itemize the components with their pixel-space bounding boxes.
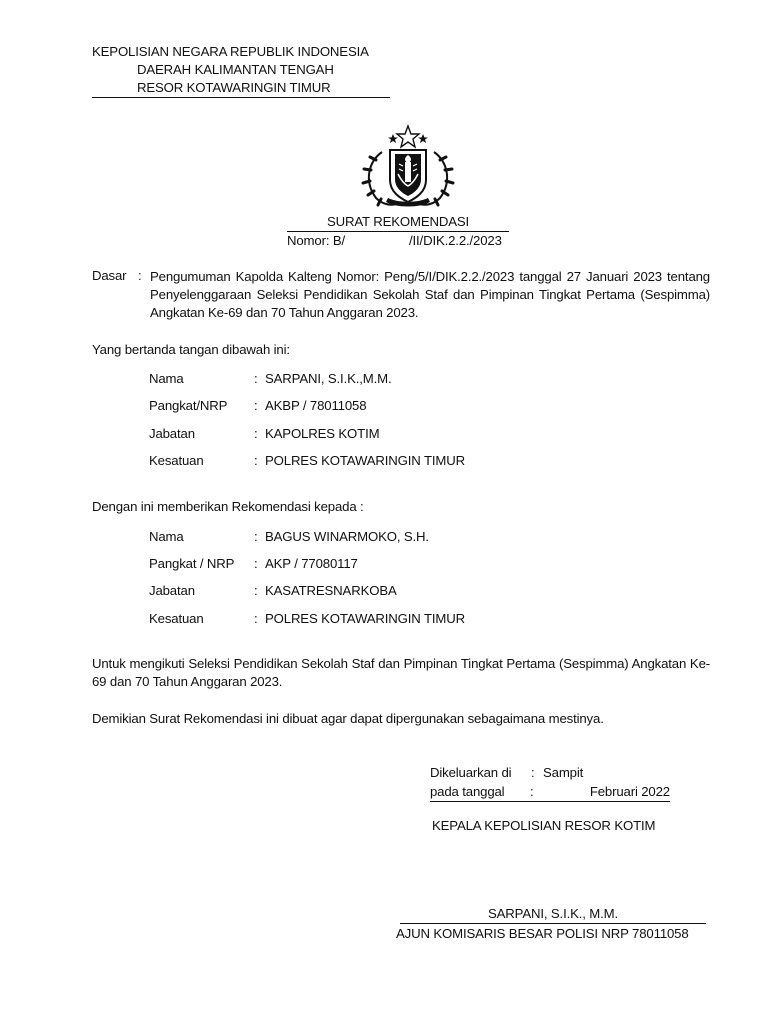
field-value: POLRES KOTAWARINGIN TIMUR [265, 611, 465, 626]
issued-date-value: Februari 2022 [589, 784, 670, 799]
dasar-colon: : [138, 268, 142, 283]
letterhead-line-2: DAERAH KALIMANTAN TENGAH [137, 62, 334, 77]
recipient-intro: Dengan ini memberikan Rekomendasi kepada : [92, 499, 364, 514]
issued-place [430, 764, 670, 782]
letter-number-prefix: Nomor: B/ [287, 233, 346, 248]
issued-place-value: Sampit [543, 765, 584, 780]
field-label: Kesatuan [149, 453, 204, 468]
dasar-text: Pengumuman Kapolda Kalteng Nomor: Peng/5/I/DIK.2.2./2023 tanggal 27 Januari 2023 tentang Penyelenggaraan Seleksi Pendidikan Sekolah Staf dan Pimpinan Tingkat Pertama (Sespimma) Angkatan Ke-69 dan 70 Tahun Anggaran 2023. [150, 269, 710, 320]
field-value: BAGUS WINARMOKO, S.H. [265, 529, 429, 544]
field-colon: : [254, 371, 258, 386]
field-colon: : [254, 426, 258, 441]
letterhead [92, 43, 390, 98]
letterhead-line-1: KEPOLISIAN NEGARA REPUBLIK INDONESIA [92, 44, 369, 59]
signer-intro: Yang bertanda tangan dibawah ini: [92, 342, 290, 357]
field-value: POLRES KOTAWARINGIN TIMUR [265, 453, 465, 468]
police-emblem-icon [356, 124, 460, 210]
field-value: KAPOLRES KOTIM [265, 426, 380, 441]
field-value: AKP / 77080117 [265, 556, 358, 571]
issued-place-label: Dikeluarkan di [430, 765, 512, 780]
field-label: Jabatan [149, 426, 195, 441]
field-label: Nama [149, 371, 184, 386]
field-value: AKBP / 78011058 [265, 398, 367, 413]
issued-date-colon: : [530, 784, 534, 799]
signatory-rank: AJUN KOMISARIS BESAR POLISI NRP 78011058 [396, 926, 689, 941]
letterhead-line-3: RESOR KOTAWARINGIN TIMUR [92, 79, 390, 98]
dasar-label: Dasar [92, 268, 127, 283]
letter-title: SURAT REKOMENDASI [287, 213, 509, 232]
field-label: Jabatan [149, 583, 195, 598]
issued-place-colon: : [531, 765, 535, 780]
field-label: Pangkat/NRP [149, 398, 228, 413]
signatory-name: SARPANI, S.I.K., M.M. [400, 905, 706, 924]
field-value: KASATRESNARKOBA [265, 583, 397, 598]
signatory-position: KEPALA KEPOLISIAN RESOR KOTIM [432, 818, 656, 833]
field-colon: : [254, 583, 258, 598]
letter-number-suffix: /II/DIK.2.2./2023 [409, 233, 502, 248]
field-label: Pangkat / NRP [149, 556, 235, 571]
letter-title-block [287, 213, 509, 250]
field-colon: : [254, 611, 258, 626]
field-label: Kesatuan [149, 611, 204, 626]
field-colon: : [254, 529, 258, 544]
field-colon: : [254, 453, 258, 468]
field-colon: : [254, 398, 258, 413]
closing-paragraph: Demikian Surat Rekomendasi ini dibuat agar dapat dipergunakan sebagaimana mestinya. [92, 711, 604, 726]
field-label: Nama [149, 529, 184, 544]
issued-date-label: pada tanggal [430, 784, 505, 799]
purpose-paragraph: Untuk mengikuti Seleksi Pendidikan Sekolah Staf dan Pimpinan Tingkat Pertama (Sespimma) Angkatan Ke-69 dan 70 Tahun Anggaran 2023. [92, 656, 710, 689]
letter-number [287, 232, 509, 250]
issued-date [430, 783, 670, 802]
field-colon: : [254, 556, 258, 571]
field-value: SARPANI, S.I.K.,M.M. [265, 371, 392, 386]
